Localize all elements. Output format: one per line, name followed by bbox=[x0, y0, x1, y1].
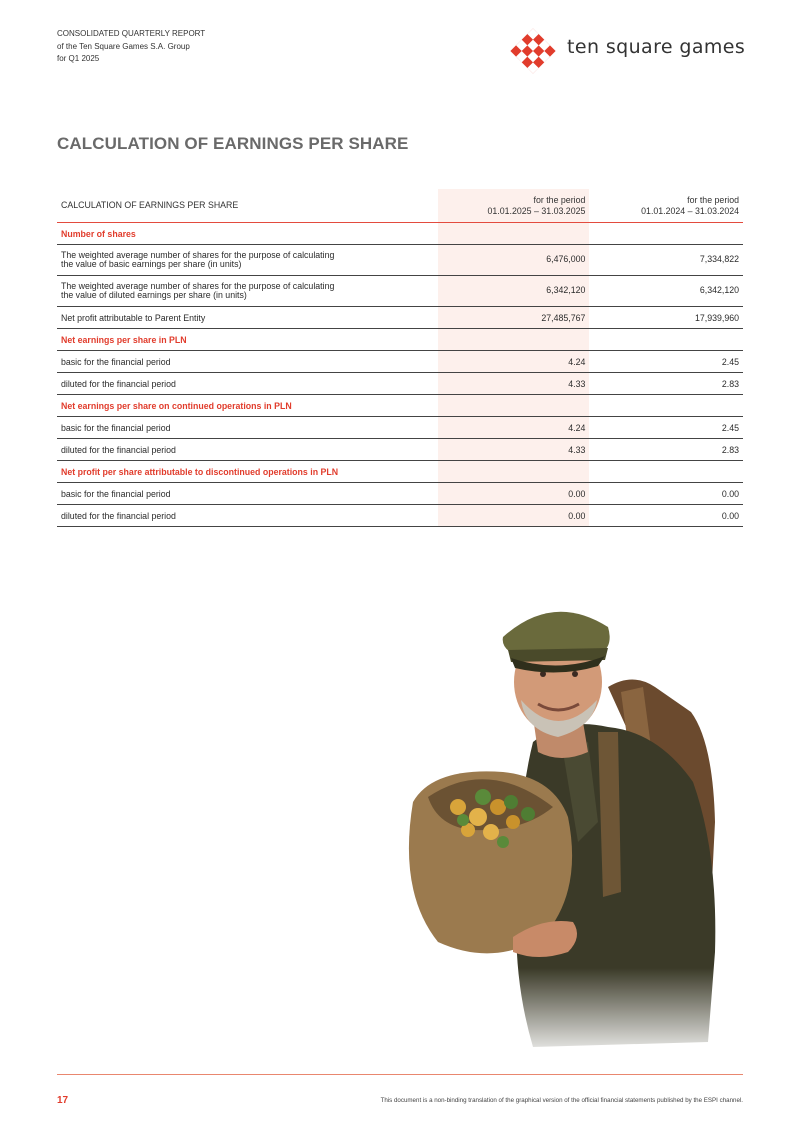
value-2024: 2.45 bbox=[589, 351, 743, 373]
section-row bbox=[57, 461, 743, 483]
table-row bbox=[57, 276, 743, 307]
page-number: 17 bbox=[57, 1095, 69, 1106]
period-label: for the period bbox=[533, 194, 586, 205]
row-label: basic for the financial period bbox=[57, 483, 438, 505]
section-label: Number of shares bbox=[57, 223, 438, 245]
footer-divider bbox=[57, 1074, 743, 1075]
row-label: basic for the financial period bbox=[57, 417, 438, 439]
table-row bbox=[57, 245, 743, 276]
row-label: diluted for the financial period bbox=[57, 505, 438, 527]
value-2025: 4.33 bbox=[438, 439, 590, 461]
section-row bbox=[57, 223, 743, 245]
value-2025: 6,476,000 bbox=[438, 245, 590, 276]
table-row bbox=[57, 483, 743, 505]
page-title: CALCULATION OF EARNINGS PER SHARE bbox=[57, 134, 409, 153]
soldier-with-sack-of-coins-illustration bbox=[393, 592, 753, 1062]
section-label: Net earnings per share in PLN bbox=[57, 329, 438, 351]
value-2025: 27,485,767 bbox=[438, 307, 590, 329]
row-label: The weighted average number of shares for the purpose of calculating the value of diluted earnings per share (in units) bbox=[57, 276, 438, 307]
row-label: diluted for the financial period bbox=[57, 373, 438, 395]
company-logo bbox=[510, 28, 750, 74]
value-2024: 2.83 bbox=[589, 439, 743, 461]
table-row bbox=[57, 307, 743, 329]
value-2024: 7,334,822 bbox=[589, 245, 743, 276]
table-header-label: CALCULATION OF EARNINGS PER SHARE bbox=[57, 189, 438, 223]
report-header-line: CONSOLIDATED QUARTERLY REPORT bbox=[57, 29, 206, 38]
value-2024: 2.83 bbox=[589, 373, 743, 395]
table-row bbox=[57, 351, 743, 373]
report-header-line: for Q1 2025 bbox=[57, 54, 100, 63]
row-label: Net profit attributable to Parent Entity bbox=[57, 307, 438, 329]
row-label: The weighted average number of shares for the purpose of calculating the value of basic earnings per share (in units) bbox=[57, 245, 438, 276]
table-row bbox=[57, 373, 743, 395]
value-2024: 0.00 bbox=[589, 505, 743, 527]
logo-diamond-icon bbox=[510, 28, 556, 74]
row-label: basic for the financial period bbox=[57, 351, 438, 373]
table-header-period-2024 bbox=[589, 189, 743, 223]
value-2024: 2.45 bbox=[589, 417, 743, 439]
table-row bbox=[57, 505, 743, 527]
value-2024: 17,939,960 bbox=[589, 307, 743, 329]
table-row bbox=[57, 439, 743, 461]
value-2025: 4.24 bbox=[438, 351, 590, 373]
report-header bbox=[57, 28, 205, 66]
value-2024: 0.00 bbox=[589, 483, 743, 505]
report-header-line: of the Ten Square Games S.A. Group bbox=[57, 41, 190, 51]
section-row bbox=[57, 395, 743, 417]
period-dates: 01.01.2024 – 31.03.2024 bbox=[641, 205, 739, 216]
value-2025: 4.33 bbox=[438, 373, 590, 395]
table-row bbox=[57, 417, 743, 439]
value-2025: 4.24 bbox=[438, 417, 590, 439]
period-dates: 01.01.2025 – 31.03.2025 bbox=[487, 205, 586, 216]
eps-table bbox=[57, 189, 743, 527]
table-header-row bbox=[57, 189, 743, 223]
row-label: diluted for the financial period bbox=[57, 439, 438, 461]
logo-text: ten square games bbox=[567, 36, 746, 58]
section-label: Net earnings per share on continued operations in PLN bbox=[57, 395, 438, 417]
section-row bbox=[57, 329, 743, 351]
value-2025: 6,342,120 bbox=[438, 276, 590, 307]
footer-disclaimer: This document is a non-binding translation of the graphical version of the official financial statements published by the ESPI channel. bbox=[380, 1097, 743, 1104]
period-label: for the period bbox=[687, 194, 739, 205]
value-2025: 0.00 bbox=[438, 483, 590, 505]
value-2025: 0.00 bbox=[438, 505, 590, 527]
value-2024: 6,342,120 bbox=[589, 276, 743, 307]
table-header-period-2025 bbox=[438, 189, 590, 223]
section-label: Net profit per share attributable to discontinued operations in PLN bbox=[57, 461, 438, 483]
